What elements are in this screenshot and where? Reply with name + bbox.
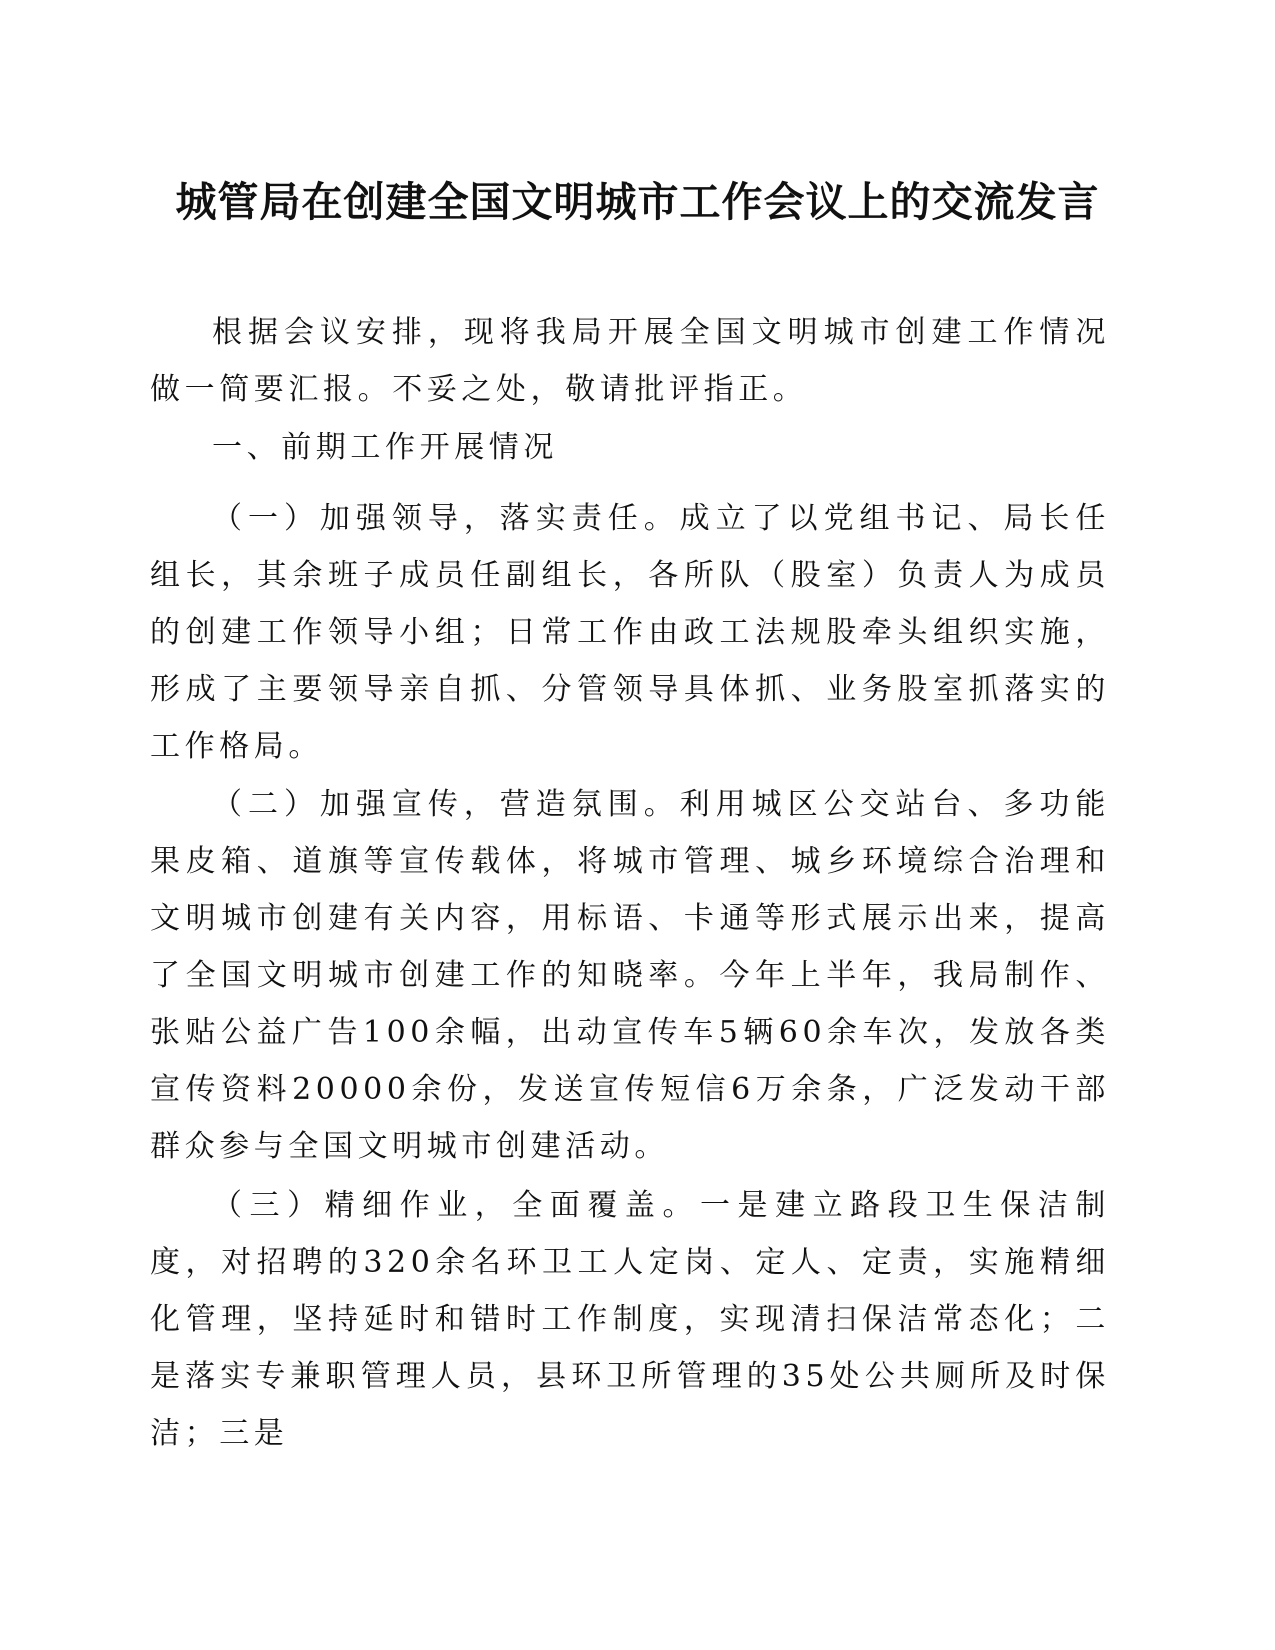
document-title: 城管局在创建全国文明城市工作会议上的交流发言 [175,178,1100,226]
paragraph-item-2: （二）加强宣传，营造氛围。利用城区公交站台、多功能果皮箱、道旗等宣传载体，将城市管理、城乡环境综合治理和文明城市创建有关内容，用标语、卡通等形式展示出来，提高了全国文明城市创建工作的知晓率。今年上半年，我局制作、张贴公益广告100余幅，出动宣传车5辆60余车次，发放各类宣传资料20000余份，发送宣传短信6万余条，广泛发动干部群众参与全国文明城市创建活动。 [150,787,1110,1164]
section-heading-1: 一、前期工作开展情况 [212,430,558,465]
paragraph-item-3: （三）精细作业，全面覆盖。一是建立路段卫生保洁制度，对招聘的320余名环卫工人定岗、定人、定责，实施精细化管理，坚持延时和错时工作制度，实现清扫保洁常态化；二是落实专兼职管理人员，县环卫所管理的35处公共厕所及时保洁；三是 [150,1188,1110,1451]
paragraph-item-1: （一）加强领导，落实责任。成立了以党组书记、局长任组长，其余班子成员任副组长，各所队（股室）负责人为成员的创建工作领导小组；日常工作由政工法规股牵头组织实施，形成了主要领导亲自抓、分管领导具体抓、业务股室抓落实的工作格局。 [150,501,1110,764]
intro-paragraph: 根据会议安排，现将我局开展全国文明城市创建工作情况做一简要汇报。不妥之处，敬请批评指正。 [150,315,1110,407]
